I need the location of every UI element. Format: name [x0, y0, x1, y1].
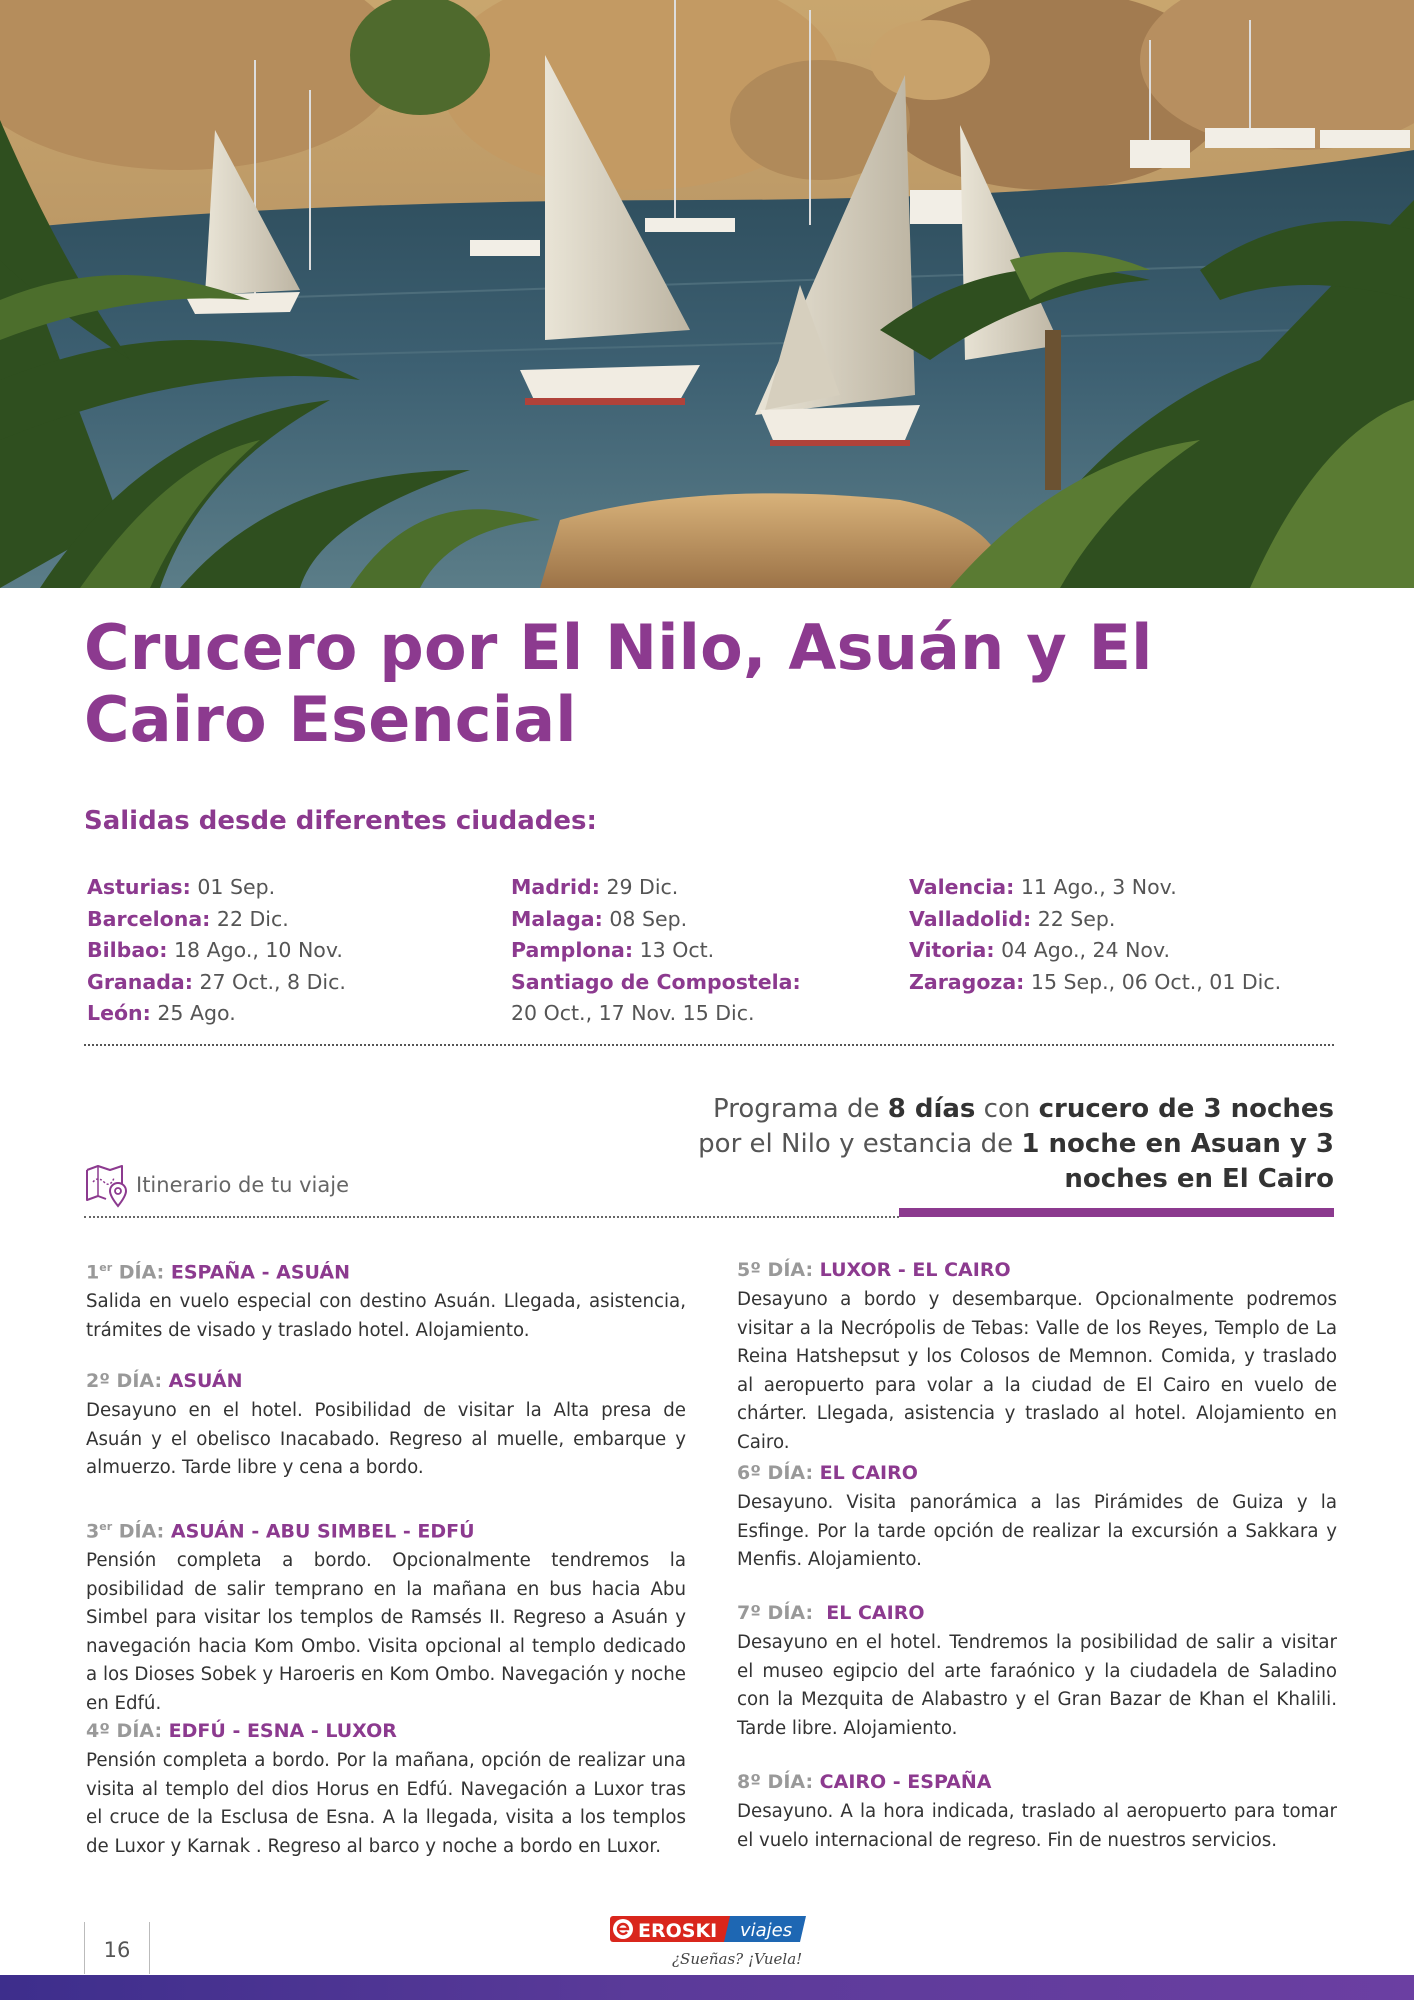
departures-heading: Salidas desde diferentes ciudades: [84, 806, 597, 836]
day-number: 4º [86, 1720, 110, 1742]
program-text: por el Nilo y estancia de [698, 1129, 1022, 1159]
footer-band [0, 1975, 1414, 2000]
map-pin-icon [84, 1162, 130, 1208]
departure-city: Bilbao: [87, 938, 168, 963]
day-heading [737, 1768, 1337, 1796]
departure-dates: 18 Ago., 10 Nov. [174, 938, 343, 963]
eroski-viajes-logo [606, 1910, 806, 1972]
departure-item [87, 904, 346, 936]
departure-dates: 22 Dic. [216, 906, 289, 931]
itinerary-header [84, 1160, 349, 1210]
day-ordinal: er [99, 1261, 113, 1274]
day-label: DÍA: [109, 1370, 169, 1392]
day-description: Desayuno a bordo y desembarque. Opcionalmente podremos visitar a la Necrópolis de Tebas: Valle de los Reyes, Templo de La Reina Hatshepsut y los Colosos de Memnon. Comida, y traslado al aeropuerto para volar a la ciudad de El Cairo en vuelo de chárter. Llegada, asistencia y traslado al hotel. Alojamiento en Cairo. [737, 1289, 1337, 1453]
departure-item [87, 935, 346, 967]
departure-item [511, 935, 801, 967]
day-description: Pensión completa a bordo. Por la mañana, opción de realizar una visita al templo del dios Horus en Edfú. Navegación a Luxor tras el cruce de la Esclusa de Esna. A la llegada, visita a los templos de Luxor y Karnak . Regreso al barco y noche a bordo en Luxor. [86, 1750, 686, 1857]
departure-dates: 20 Oct., 17 Nov. 15 Dic. [511, 1001, 755, 1026]
section-divider [84, 1044, 1334, 1046]
departure-city: Pamplona: [511, 938, 634, 963]
departure-city: Barcelona: [87, 906, 211, 931]
departure-item [511, 998, 801, 1030]
day-label: DÍA: [760, 1259, 820, 1281]
departure-dates: 22 Sep. [1037, 906, 1116, 931]
departure-city: Madrid: [511, 875, 600, 899]
day-description: Desayuno en el hotel. Posibilidad de visitar la Alta presa de Asuán y el obelisco Inacabado. Regreso al muelle, embarque y almuerzo. Tarde libre y cena a bordo. [86, 1400, 686, 1478]
day-number: 6º [737, 1462, 761, 1484]
day-route: CAIRO - ESPAÑA [819, 1771, 992, 1793]
day-heading [737, 1599, 1337, 1627]
day-description: Desayuno. A la hora indicada, traslado al aeropuerto para tomar el vuelo internacional de regreso. Fin de nuestros servicios. [737, 1801, 1337, 1851]
departure-item [87, 998, 346, 1030]
day-number: 3 [86, 1520, 100, 1543]
departure-item [909, 872, 1281, 904]
departure-city: León: [87, 1001, 151, 1026]
departure-dates: 01 Sep. [197, 875, 276, 899]
hero-photo [0, 0, 1414, 588]
departure-dates: 27 Oct., 8 Dic. [199, 969, 346, 994]
departure-item [511, 904, 801, 936]
departure-city: Vitoria: [909, 938, 995, 963]
day-description: Desayuno en el hotel. Tendremos la posibilidad de salir a visitar el museo egipcio del arte faraónico y la ciudadela de Saladino con la Mezquita de Alabastro y el Gran Bazar de Khan el Khalili. Tarde libre. Alojamiento. [737, 1632, 1337, 1739]
day-heading [737, 1256, 1337, 1284]
departure-dates: 29 Dic. [606, 875, 679, 899]
day-number: 7º [737, 1602, 761, 1624]
departures-column-2 [511, 872, 801, 1030]
departure-item [87, 872, 346, 904]
day-label: DÍA: [760, 1602, 827, 1624]
day-section [737, 1599, 1337, 1743]
departure-city: Valladolid: [909, 906, 1032, 931]
itinerary-divider [84, 1216, 899, 1218]
day-number: 5º [737, 1259, 761, 1281]
day-description: Salida en vuelo especial con destino Asuán. Llegada, asistencia, trámites de visado y traslado hotel. Alojamiento. [86, 1291, 686, 1341]
departure-dates: 04 Ago., 24 Nov. [1001, 938, 1171, 963]
day-section [86, 1367, 686, 1483]
departure-city: Valencia: [909, 875, 1015, 899]
day-label: DÍA: [112, 1520, 171, 1543]
departure-city: Zaragoza: [909, 969, 1025, 994]
day-label: DÍA: [760, 1462, 820, 1484]
day-route: EDFÚ - ESNA - LUXOR [168, 1720, 397, 1742]
day-section [737, 1256, 1337, 1457]
departure-city: Santiago de Compostela: [511, 969, 801, 994]
page-title: Crucero por El Nilo, Asuán y El Cairo Esencial [84, 611, 1153, 756]
departure-item [511, 872, 801, 904]
day-heading [86, 1717, 686, 1745]
day-route: LUXOR - EL CAIRO [819, 1259, 1011, 1281]
departure-city: Granada: [87, 969, 193, 994]
day-number: 1 [86, 1261, 100, 1284]
day-label: DÍA: [112, 1261, 171, 1284]
day-description: Desayuno. Visita panorámica a las Pirámides de Guiza y la Esfinge. Por la tarde opción de realizar la excursión a Sakkara y Menfis. Alojamiento. [737, 1492, 1337, 1570]
day-section [737, 1768, 1337, 1855]
departure-item [87, 967, 346, 999]
departures-column-3 [909, 872, 1281, 998]
departure-item [909, 967, 1281, 999]
logo-brand-text: EROSKI [638, 1920, 718, 1942]
program-accent-bar [899, 1208, 1334, 1217]
itinerary-label: Itinerario de tu viaje [136, 1173, 350, 1197]
day-route: EL CAIRO [826, 1602, 925, 1624]
program-text: Programa de [713, 1094, 888, 1124]
page-number: 16 [103, 1938, 131, 1962]
program-highlight: 1 noche en Asuan y 3 noches en El Cairo [1021, 1129, 1334, 1194]
day-route: ESPAÑA - ASUÁN [170, 1261, 350, 1284]
day-label: DÍA: [109, 1720, 169, 1742]
day-route: ASUÁN - ABU SIMBEL - EDFÚ [170, 1520, 475, 1543]
departure-dates: 25 Ago. [157, 1001, 236, 1026]
day-ordinal: er [99, 1520, 113, 1533]
day-heading [86, 1254, 686, 1286]
day-section [86, 1513, 686, 1718]
day-number: 2º [86, 1370, 110, 1392]
day-route: ASUÁN [168, 1370, 243, 1392]
departures-column-1 [87, 872, 346, 1030]
program-highlight: 8 días [887, 1094, 976, 1124]
program-summary [694, 1092, 1334, 1197]
logo-tagline: ¿Sueñas? ¡Vuela! [672, 1950, 803, 1968]
program-highlight: crucero de 3 noches [1038, 1094, 1334, 1124]
departure-dates: 11 Ago., 3 Nov. [1020, 875, 1177, 899]
day-label: DÍA: [760, 1771, 820, 1793]
departure-city: Asturias: [87, 875, 191, 899]
day-heading [86, 1513, 686, 1545]
program-text: con [975, 1094, 1039, 1124]
day-section [86, 1717, 686, 1861]
departure-dates: 08 Sep. [609, 906, 688, 931]
departure-item [511, 967, 801, 999]
departure-dates: 15 Sep., 06 Oct., 01 Dic. [1030, 969, 1282, 994]
day-section [86, 1254, 686, 1345]
day-heading [86, 1367, 686, 1395]
day-description: Pensión completa a bordo. Opcionalmente tendremos la posibilidad de salir temprano en la mañana en bus hacia Abu Simbel para visitar los templos de Ramsés II. Regreso a Asuán y navegación hacia Kom Ombo. Visita opcional al templo dedicado a los Dioses Sobek y Haroeris en Kom Ombo. Navegación y noche en Edfú. [86, 1550, 686, 1714]
day-heading [737, 1459, 1337, 1487]
departure-item [909, 935, 1281, 967]
logo-sub-text: viajes [740, 1920, 793, 1941]
departure-dates: 13 Oct. [639, 938, 715, 963]
departure-item [909, 904, 1281, 936]
day-route: EL CAIRO [819, 1462, 918, 1484]
departure-city: Malaga: [511, 906, 603, 931]
day-section [737, 1459, 1337, 1575]
day-number: 8º [737, 1771, 761, 1793]
